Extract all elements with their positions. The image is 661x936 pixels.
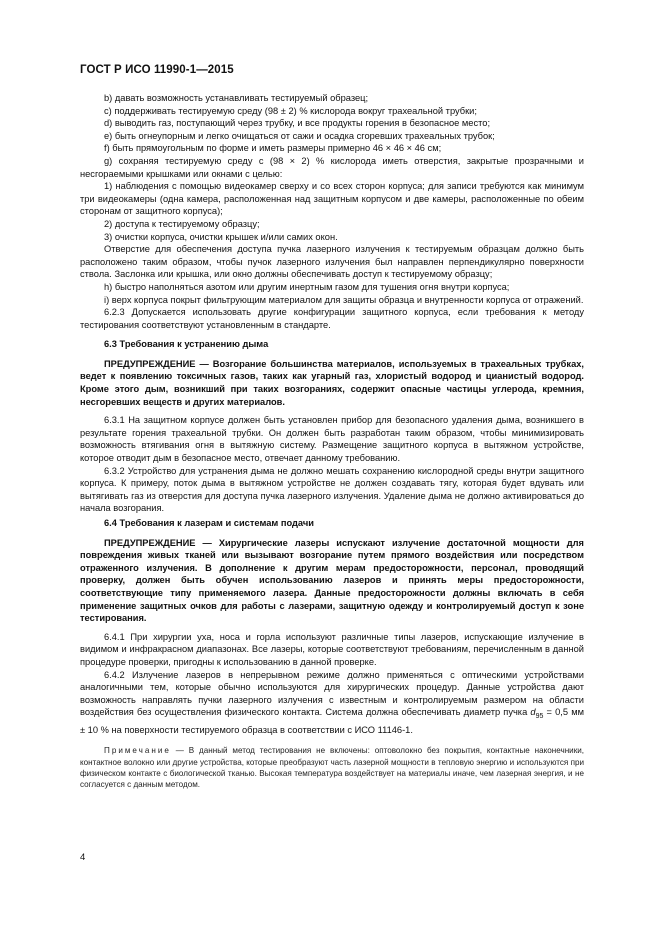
section-heading-6-4: 6.4 Требования к лазерам и системам подачи xyxy=(104,518,314,528)
paragraph-6-3-1: 6.3.1 На защитном корпусе должен быть установлен прибор для безопасного удаления дыма, возникшего в результате горения трахеальной трубки. Он должен быть разработан таким образом, чтобы минимизировать возможность втягивания огня в вытяжную систему. Размещение защитного корпуса в вытяжном устройстве, которое отводит дым в безопасное место, отвечает данному требованию. xyxy=(80,415,584,464)
section-heading-6-3: 6.3 Требования к устранению дыма xyxy=(104,339,269,350)
item-e: e) быть огнеупорным и легко очищаться от сажи и осадка сгоревших трахеальных трубок; xyxy=(104,130,495,141)
document-body xyxy=(80,92,584,791)
warning-6-4: ПРЕДУПРЕЖДЕНИЕ — Хирургические лазеры испускают излучение достаточной мощности для повреждения живых тканей или вызывают возгорание путем прямого воздействия или посредством отраженного излучения. В дополнение к другим мерам предосторожности, персонал, проводящий проверку, должен быть обучен использованию лазеров и принять меры предосторожности, соответствующие типу применяемого лазера. Данные предосторожности должны включать в себя применение защитных очков для работы с лазерами, защитную одежду и контролируемый доступ к зоне тестирования. xyxy=(80,537,584,624)
note-text: — В данный метод тестирования не включены: оптоволокно без покрытия, контактные наконечники, контактное волокно или другие устройства, которые преобразуют часть лазерной мощности в тепловую энергию и используются при физическом контакте с биологической тканью. Высокая температура воздействует на материалы иначе, чем лазерная энергия, и не согласуется с данным методом. xyxy=(80,746,584,790)
aperture-paragraph: Отверстие для обеспечения доступа пучка лазерного излучения к тестируемым образцам должно быть расположено таким образом, чтобы пучок лазерного излучения был направлен перпендикулярно поверхности ствола. Заслонка или крышка, или окно должны обеспечивать доступ к тестируемому образцу; xyxy=(80,244,584,280)
item-d: d) выводить газ, поступающий через трубку, и все продукты горения в безопасное место; xyxy=(104,118,491,129)
standard-header: ГОСТ Р ИСО 11990-1—2015 xyxy=(80,64,234,76)
item-c: c) поддерживать тестируемую среду (98 ± 2) % кислорода вокруг трахеальной трубки; xyxy=(104,105,477,116)
item-i: i) верх корпуса покрыт фильтрующим материалом для защиты образца и внутренности корпуса от отражений. xyxy=(104,294,584,305)
page-number: 4 xyxy=(80,852,86,863)
paragraph-6-3-2: 6.3.2 Устройство для устранения дыма не должно мешать сохранению кислородной среды внутри защитного корпуса. К примеру, поток дыма в вытяжном устройстве не должен создавать тягу, которая будет вдувать или вытягивать газ из отверстия для доступа пучка лазерного излучения. Удаление дыма не должно активироваться до начала возгорания. xyxy=(80,465,584,514)
item-g: g) сохраняя тестируемую среду с (98 × 2) % кислорода иметь отверстия, закрытые прозрачными и несгораемыми крышками или окнами с целью: xyxy=(80,155,584,179)
item-f: f) быть прямоугольным по форме и иметь размеры примерно 46 × 46 × 46 см; xyxy=(104,143,442,154)
paragraph-6-2-3: 6.2.3 Допускается использовать другие конфигурации защитного корпуса, если требования к методу тестирования соответствуют установленным в стандарте. xyxy=(80,307,584,330)
note-paragraph xyxy=(80,745,584,790)
paragraph-6-4-1: 6.4.1 При хирургии уха, носа и горла используют различные типы лазеров, испускающие излучение в видимом и инфракрасном диапазонах. Все лазеры, которые соответствуют требованиям, перечисленным в данной процедуре проверки, пригодны к использованию в данной проверке. xyxy=(80,631,584,667)
paragraph-6-4-2: 6.4.2 Излучение лазеров в непрерывном режиме должно применяться с оптическими устройствами аналогичными тем, которые обычно используются для хирургических процедур. Данные устройства дают возможность направлять пучки лазерного излучения с известным и контролируемым размером на области воздействия без осуществления физического контакта. Система должна обеспечивать диаметр пучка $d_{95} = 0,5$ мм ± 10 % на поверхности тестируемого образца в соответствии с ИСО 11146-1. xyxy=(80,669,584,735)
warning-6-3: ПРЕДУПРЕЖДЕНИЕ — Возгорание большинства материалов, используемых в трахеальных трубках, ведет к появлению токсичных газов, таких как угарный газ, хлористый водород и цианистый водород. Кроме этого дым, возникший при таких возгораниях, содержит опасные частицы углерода, кремния, несгоревших веществ и других материалов. xyxy=(80,358,584,407)
item-b: b) давать возможность устанавливать тестируемый образец; xyxy=(104,93,369,103)
item-g1: 1) наблюдения с помощью видеокамер сверху и со всех сторон корпуса; для записи требуются как минимум три видеокамеры (одна камера, расположенная над защитным корпусом и две камеры, расположенные по обеим сторонам от защитного корпуса); xyxy=(80,181,584,217)
note-label: Примечание xyxy=(104,746,171,756)
item-g2: 2) доступа к тестируемому образцу; xyxy=(104,218,260,229)
item-g3: 3) очистки корпуса, очистки крышек и/или самих окон. xyxy=(104,231,338,242)
item-h: h) быстро наполняться азотом или другим инертным газом для тушения огня внутри корпуса; xyxy=(104,281,510,292)
